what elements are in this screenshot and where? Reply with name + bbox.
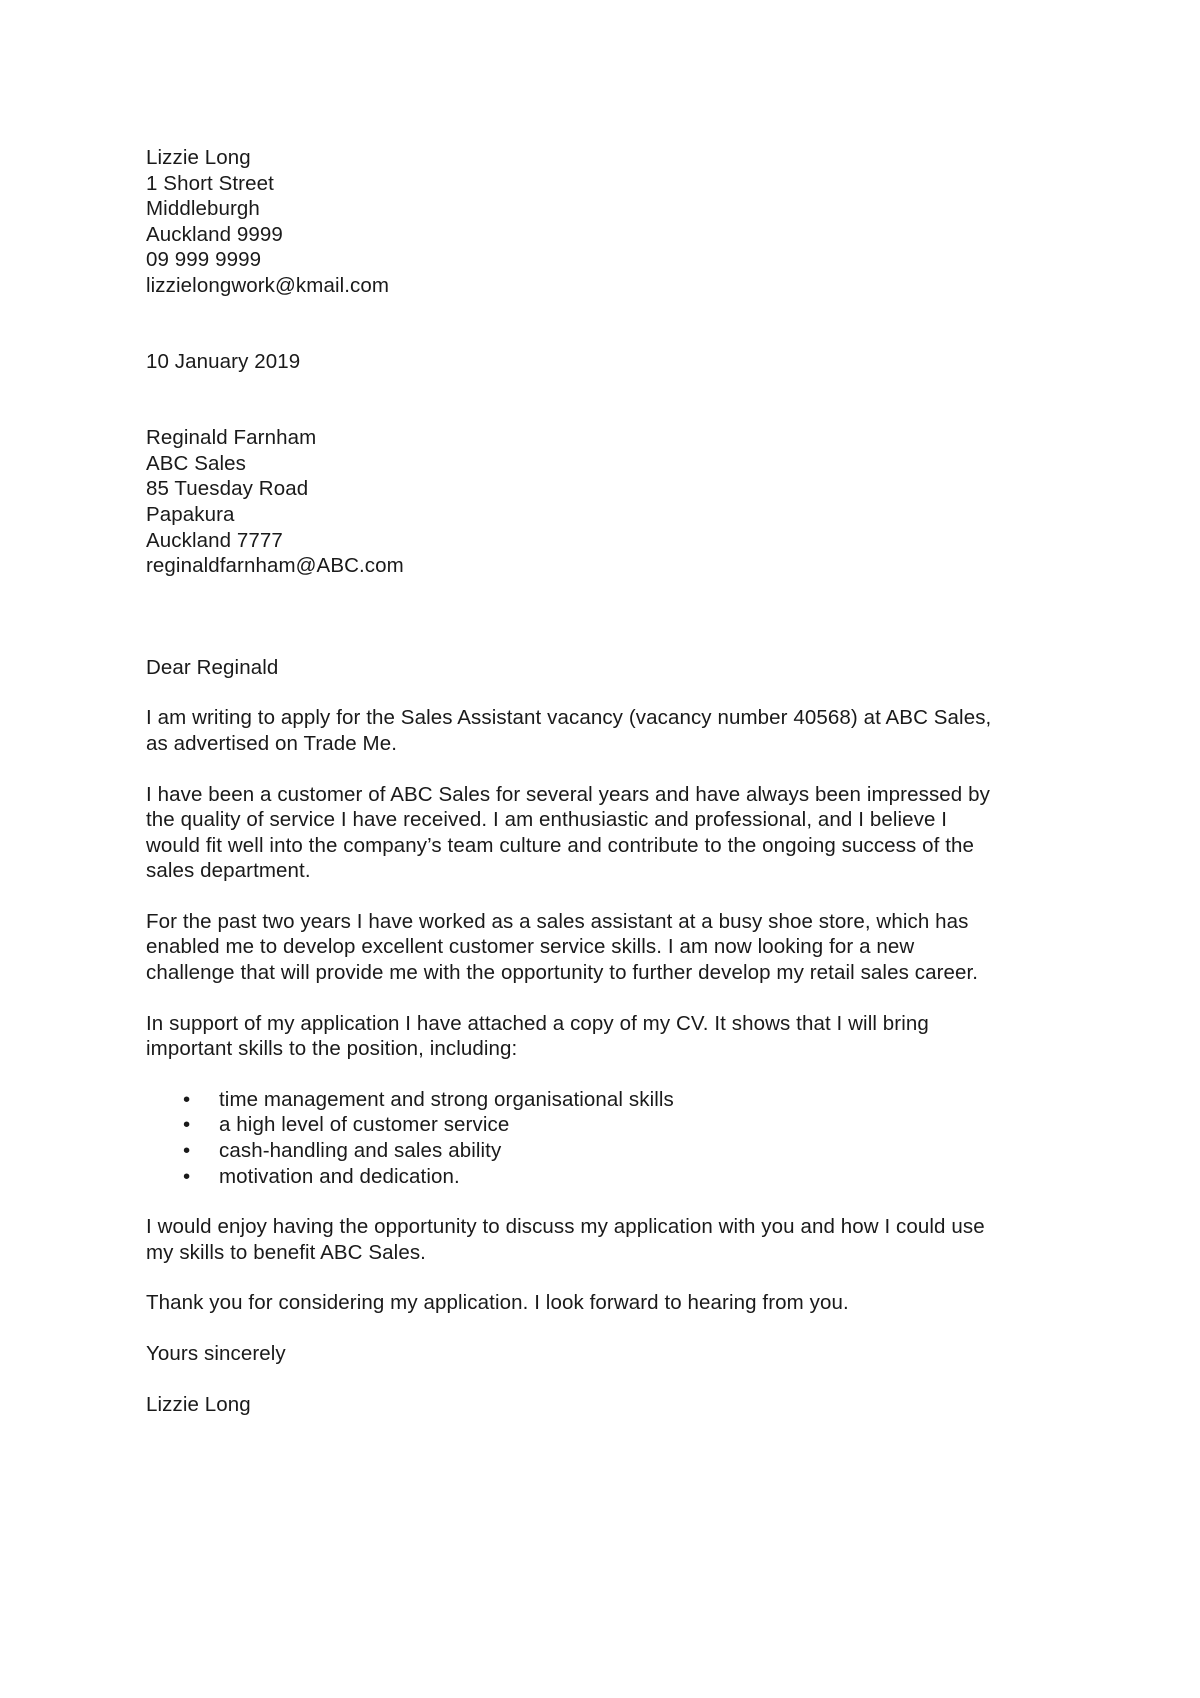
recipient-city: Auckland 7777: [146, 528, 283, 552]
spacer: [146, 579, 1066, 655]
paragraph-support: [146, 1011, 1066, 1062]
list-item: [146, 1164, 1066, 1190]
paragraph-line: important skills to the position, including:: [146, 1037, 518, 1061]
signature: [146, 1392, 1066, 1418]
letter-date-block: [146, 349, 1066, 375]
recipient-suburb: Papakura: [146, 502, 235, 526]
bullet-icon: •: [183, 1139, 191, 1163]
spacer: [146, 374, 1066, 425]
paragraph-line: challenge that will provide me with the opportunity to further develop my retail sales career.: [146, 961, 979, 985]
signature-name: Lizzie Long: [146, 1392, 251, 1416]
recipient-email: reginaldfarnham@ABC.com: [146, 554, 404, 578]
salutation-text: Dear Reginald: [146, 655, 279, 679]
recipient-street: 85 Tuesday Road: [146, 477, 309, 501]
sender-address-block: [146, 145, 1066, 299]
paragraph-line: the quality of service I have received. I am enthusiastic and professional, and I believe I: [146, 808, 948, 832]
paragraph-line: Thank you for considering my application. I look forward to hearing from you.: [146, 1291, 849, 1315]
salutation: [146, 655, 1066, 681]
paragraph-line: as advertised on Trade Me.: [146, 731, 398, 755]
list-item: [146, 1112, 1066, 1138]
paragraph-experience: [146, 909, 1066, 986]
sign-off: [146, 1341, 1066, 1367]
paragraph-thanks: [146, 1290, 1066, 1316]
list-item: [146, 1087, 1066, 1113]
letter-date: 10 January 2019: [146, 349, 301, 373]
paragraph-customer: [146, 782, 1066, 884]
sign-off-text: Yours sincerely: [146, 1342, 286, 1365]
paragraph-line: sales department.: [146, 859, 311, 883]
paragraph-line: my skills to benefit ABC Sales.: [146, 1240, 426, 1264]
skill-text: motivation and dedication.: [219, 1164, 460, 1188]
cover-letter: [146, 145, 1066, 1417]
paragraph-line: I am writing to apply for the Sales Assistant vacancy (vacancy number 40568) at ABC Sales,: [146, 706, 992, 730]
skills-list: [146, 1087, 1066, 1189]
paragraph-discuss: [146, 1214, 1066, 1265]
paragraph-line: In support of my application I have attached a copy of my CV. It shows that I will bring: [146, 1011, 929, 1035]
recipient-name: Reginald Farnham: [146, 426, 317, 450]
paragraph-line: would fit well into the company’s team culture and contribute to the ongoing success of the: [146, 833, 975, 857]
skill-text: a high level of customer service: [219, 1113, 510, 1137]
sender-phone: 09 999 9999: [146, 248, 262, 272]
paragraph-intro: [146, 705, 1066, 756]
sender-email: lizzielongwork@kmail.com: [146, 273, 390, 297]
skill-text: cash-handling and sales ability: [219, 1139, 502, 1163]
paragraph-line: I have been a customer of ABC Sales for several years and have always been impressed by: [146, 782, 990, 806]
bullet-icon: •: [183, 1087, 191, 1111]
sender-street: 1 Short Street: [146, 171, 274, 195]
recipient-address-block: [146, 425, 1066, 579]
bullet-icon: •: [183, 1113, 191, 1137]
sender-city: Auckland 9999: [146, 222, 283, 246]
spacer: [146, 299, 1066, 349]
sender-suburb: Middleburgh: [146, 197, 260, 221]
paragraph-line: For the past two years I have worked as a sales assistant at a busy shoe store, which has: [146, 909, 969, 933]
list-item: [146, 1138, 1066, 1164]
paragraph-line: enabled me to develop excellent customer service skills. I am now looking for a new: [146, 935, 915, 959]
skill-text: time management and strong organisational skills: [219, 1087, 674, 1111]
sender-name: Lizzie Long: [146, 146, 251, 169]
bullet-icon: •: [183, 1164, 191, 1188]
paragraph-line: I would enjoy having the opportunity to discuss my application with you and how I could use: [146, 1215, 985, 1239]
recipient-company: ABC Sales: [146, 451, 247, 475]
